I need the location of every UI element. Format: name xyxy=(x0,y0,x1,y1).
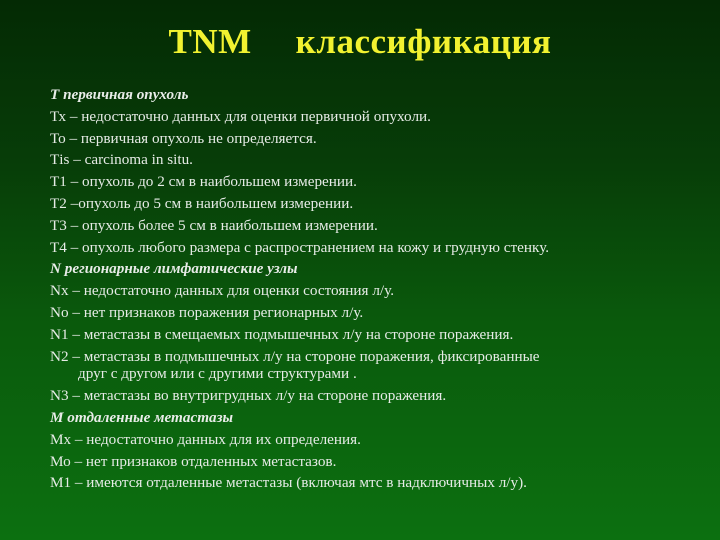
t-item-t0: То – первичная опухоль не определяется. xyxy=(50,129,317,147)
t-item-tis: Тis – carcinoma in situ. xyxy=(50,151,193,169)
m-section-heading: М отдаленные метастазы xyxy=(50,408,234,426)
t-item-t3: Т3 – опухоль более 5 см в наибольшем измерении. xyxy=(50,216,378,234)
t-item-t2: Т2 –опухоль до 5 см в наибольшем измерении. xyxy=(50,194,354,212)
n-item-n3: N3 – метастазы во внутригрудных л/у на стороне поражения. xyxy=(50,387,447,405)
t-item-t1: Т1 – опухоль до 2 см в наибольшем измерении. xyxy=(50,173,357,191)
slide-title xyxy=(0,22,720,62)
m-item-m1: М1 – имеются отдаленные метастазы (включая мтс в надключичных л/у). xyxy=(50,474,527,492)
n-item-n2-continued: друг с другом или с другими структурами . xyxy=(78,365,357,383)
title-word: классификация xyxy=(295,22,552,61)
m-item-m0: Мо – нет признаков отдаленных метастазов. xyxy=(50,452,337,470)
t-section-heading: Т первичная опухоль xyxy=(50,86,189,103)
n-section-heading: N регионарные лимфатические узлы xyxy=(50,260,298,278)
n-item-nx: Nх – недостаточно данных для оценки состояния л/у. xyxy=(50,282,395,300)
title-abbreviation: TNM xyxy=(168,22,252,61)
n-item-n1: N1 – метастазы в смещаемых подмышечных л/у на стороне поражения. xyxy=(50,325,514,343)
t-item-t4: Т4 – опухоль любого размера с распространением на кожу и грудную стенку. xyxy=(50,238,550,256)
n-item-n0: Nо – нет признаков поражения регионарных л/у. xyxy=(50,303,364,321)
t-item-tx: Тх – недостаточно данных для оценки первичной опухоли. xyxy=(50,107,431,125)
n-item-n2: N2 – метастазы в подмышечных л/у на стороне поражения, фиксированные xyxy=(50,347,540,365)
classification-list xyxy=(50,84,700,494)
m-item-mx: Мх – недостаточно данных для их определения. xyxy=(50,430,361,448)
